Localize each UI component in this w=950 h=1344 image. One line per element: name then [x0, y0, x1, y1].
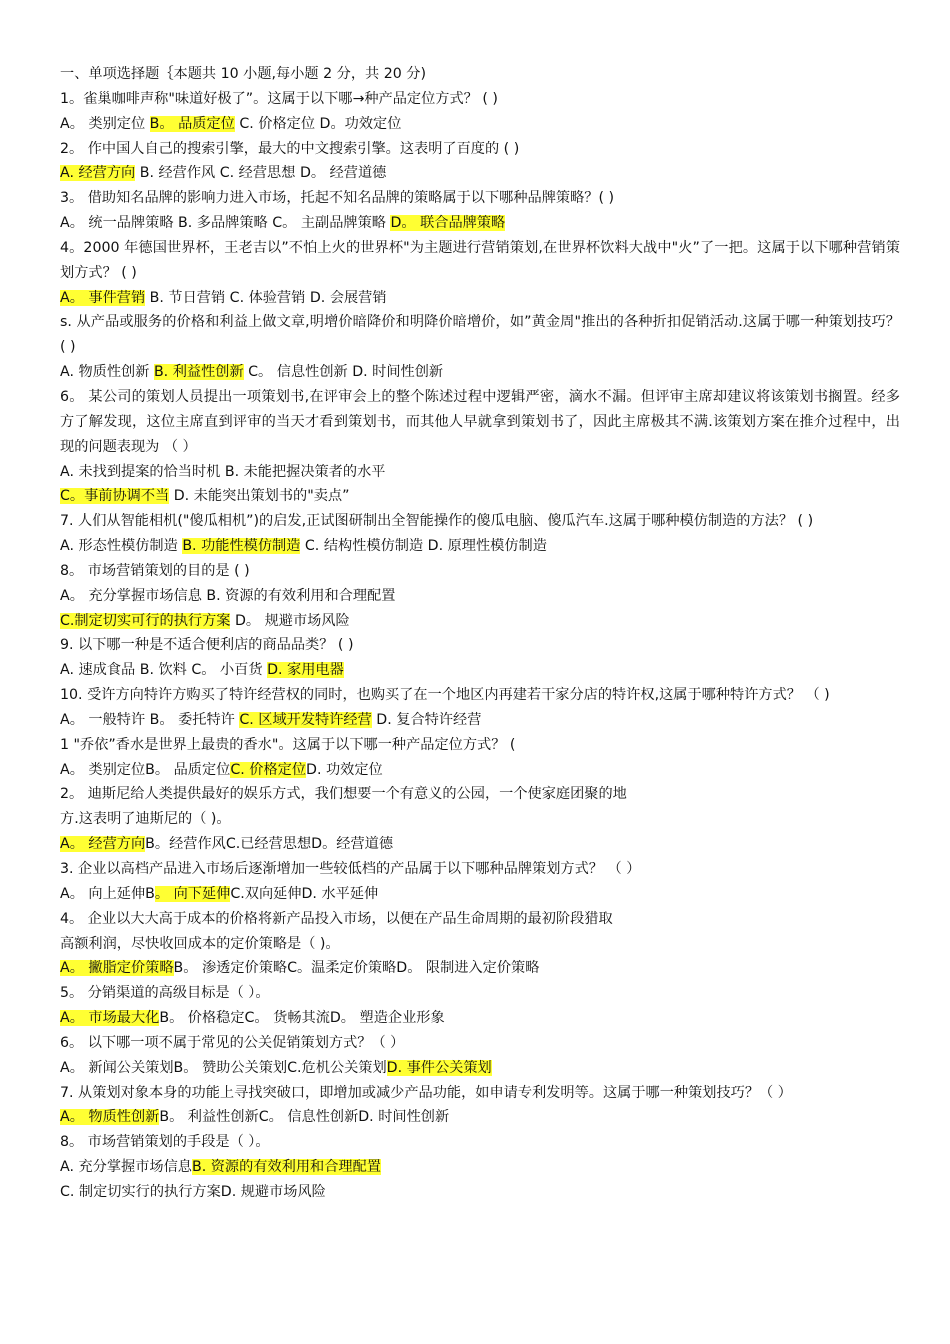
text-line	[60, 782, 900, 807]
highlighted-answer: D. 事件公关策划	[386, 1059, 492, 1076]
text-segment: 2。 作中国人自己的搜索引擎，最大的中文搜索引擎。这表明了百度的 ( )	[60, 140, 520, 157]
text-segment: C. 制定切实行的执行方案D. 规避市场风险	[60, 1183, 326, 1200]
text-segment: B。 利益性创新C。 信息性创新D. 时间性创新	[159, 1109, 450, 1126]
text-segment: A。 向上延伸B	[60, 885, 155, 902]
text-segment: B。经营作风C.已经营思想D。经营道德	[145, 836, 394, 853]
text-segment: A. 未找到提案的恰当时机 B. 未能把握决策者的水平	[60, 463, 386, 480]
text-line	[60, 758, 900, 783]
text-segment: D. 未能突出策划书的"卖点”	[169, 488, 350, 505]
text-line	[60, 509, 900, 534]
text-line	[60, 360, 900, 385]
text-line	[60, 211, 900, 236]
text-segment: 6。 某公司的策划人员提出一项策划书,在评审会上的整个陈述过程中逻辑严密，滴水不漏。但评审主席却建议将该策划书搁置。经多方了解发现，这位主席直到评审的当天才看到策划书，而其他人早就拿到策划书了，因此主席极其不满.该策划方案在推介过程中，出现的问题表现为 （ ）	[60, 388, 900, 455]
text-line	[60, 708, 900, 733]
highlighted-answer: A。 经营方向	[60, 836, 146, 853]
highlighted-answer: B. 资源的有效利用和合理配置	[191, 1159, 381, 1176]
highlighted-answer: A。 物质性创新	[60, 1109, 160, 1126]
text-segment: 3。 借助知名品牌的影响力进入市场，托起不知名品牌的策略属于以下哪种品牌策略？( )	[60, 190, 615, 207]
highlighted-answer: A。 市场最大化	[60, 1010, 160, 1027]
text-segment: 1。雀巢咖啡声称"味道好极了”。这属于以下哪→种产品定位方式？ ( )	[60, 90, 498, 107]
text-line	[60, 584, 900, 609]
text-line	[60, 286, 900, 311]
text-line	[60, 932, 900, 957]
text-line	[60, 236, 900, 286]
text-line	[60, 62, 900, 87]
highlighted-answer: A。 撇脂定价策略	[60, 960, 174, 977]
text-segment: 4。2000 年德国世界杯，王老吉以”不怕上火的世界杯"为主题进行营销策划,在世界杯饮料大战中"火”了一把。这属于以下哪种营销策划方式？ ( )	[60, 239, 900, 281]
text-segment: D。 规避市场风险	[230, 612, 350, 629]
text-segment: A。 充分掌握市场信息 B. 资源的有效利用和合理配置	[60, 587, 396, 604]
text-line	[60, 1105, 900, 1130]
text-segment: 7. 从策划对象本身的功能上寻找突破口，即增加或减少产品功能，如申请专利发明等。这属于哪一种策划技巧？（ ）	[60, 1084, 792, 1101]
text-segment: B。 渗透定价策略C。温柔定价策略D。 限制进入定价策略	[173, 960, 540, 977]
text-line	[60, 112, 900, 137]
text-segment: B。 价格稳定C。 货畅其流D。 塑造企业形象	[159, 1010, 445, 1027]
text-segment: A。 新闻公关策划B。 赞助公关策划C.危机公关策划	[60, 1059, 387, 1076]
highlighted-answer: C. 区域开发特许经营	[239, 711, 372, 728]
text-line	[60, 161, 900, 186]
text-line	[60, 857, 900, 882]
text-line	[60, 907, 900, 932]
text-segment: 4。 企业以大大高于成本的价格将新产品投入市场，以便在产品生命周期的最初阶段猎取	[60, 910, 613, 927]
text-segment: 5。 分销渠道的高级目标是（ ）。	[60, 985, 270, 1002]
highlighted-answer: B。 品质定位	[149, 115, 235, 132]
text-line	[60, 807, 900, 832]
text-segment: C. 结构性模仿制造 D. 原理性模仿制造	[300, 538, 547, 555]
text-segment: 2。 迪斯尼给人类提供最好的娱乐方式，我们想要一个有意义的公园，一个使家庭团聚的地	[60, 786, 627, 803]
text-line	[60, 1031, 900, 1056]
text-segment: s. 从产品或服务的价格和利益上做文章,明增价暗降价和明降价暗增价，如”黄金周"推出的各种折扣促销活动.这属于哪一种策划技巧？ ( )	[60, 314, 900, 356]
text-segment: 8。 市场营销策划的手段是（ ）。	[60, 1134, 270, 1151]
highlighted-answer: A。 事件营销	[60, 289, 146, 306]
text-segment: A. 速成食品 B. 饮料 C。 小百货	[60, 662, 268, 679]
text-line	[60, 1006, 900, 1031]
text-segment: 方.这表明了迪斯尼的（ )。	[60, 811, 231, 828]
highlighted-answer: D。 联合品牌策略	[390, 215, 506, 232]
text-segment: 高额利润，尽快收回成本的定价策略是（ )。	[60, 935, 340, 952]
text-segment: A。 统一品牌策略 B. 多品牌策略 C。 主副品牌策略	[60, 215, 391, 232]
text-segment: A. 物质性创新	[60, 364, 154, 381]
highlighted-answer: B. 利益性创新	[153, 364, 244, 381]
text-segment: B. 节日营销 C. 体验营销 D. 会展营销	[145, 289, 387, 306]
text-line	[60, 460, 900, 485]
text-line	[60, 1130, 900, 1155]
text-segment: 9. 以下哪一种是不适合便利店的商品品类？ ( )	[60, 637, 354, 654]
text-segment: 8。 市场营销策划的目的是 ( )	[60, 562, 250, 579]
text-line	[60, 87, 900, 112]
text-segment: A。 一般特许 B。 委托特许	[60, 711, 240, 728]
text-line	[60, 981, 900, 1006]
text-segment: D. 功效定位	[306, 761, 383, 778]
text-segment: D. 复合特许经营	[371, 711, 482, 728]
highlighted-answer: A. 经营方向	[60, 165, 136, 182]
text-line	[60, 658, 900, 683]
text-line	[60, 484, 900, 509]
text-segment: 10. 受许方向特许方购买了特许经营权的同时，也购买了在一个地区内再建若干家分店的特许权,这属于哪种特许方式？ （ )	[60, 687, 830, 704]
text-line	[60, 1155, 900, 1180]
highlighted-answer: 。 向下延伸	[154, 885, 231, 902]
text-line	[60, 385, 900, 460]
text-line	[60, 882, 900, 907]
highlighted-answer: C. 价格定位	[230, 761, 307, 778]
text-line	[60, 633, 900, 658]
text-segment: 3. 企业以高档产品进入市场后逐渐增加一些较低档的产品属于以下哪种品牌策划方式？ （ ）	[60, 861, 641, 877]
text-line	[60, 733, 900, 758]
highlighted-answer: C。事前协调不当	[60, 488, 170, 505]
text-line	[60, 609, 900, 634]
highlighted-answer: C.制定切实可行的执行方案	[60, 612, 231, 629]
text-line	[60, 1056, 900, 1081]
text-segment: A. 形态性模仿制造	[60, 538, 183, 555]
text-segment: 一、单项选择题｛本题共 10 小题,每小题 2 分，共 20 分)	[60, 66, 426, 82]
text-segment: A. 充分掌握市场信息	[60, 1159, 192, 1176]
text-segment: 6。 以下哪一项不属于常见的公关促销策划方式？（ ）	[60, 1034, 405, 1051]
text-line	[60, 137, 900, 162]
text-segment: C.双向延伸D. 水平延伸	[230, 885, 379, 902]
text-line	[60, 186, 900, 211]
text-line	[60, 534, 900, 559]
text-segment: C. 价格定位 D。功效定位	[234, 115, 402, 132]
text-segment: B. 经营作风 C. 经营思想 D。 经营道德	[135, 165, 387, 182]
text-line	[60, 956, 900, 981]
text-segment: C。 信息性创新 D. 时间性创新	[243, 364, 444, 381]
text-line	[60, 832, 900, 857]
text-segment: 1 "乔依”香水是世界上最贵的香水"。这属于以下哪一种产品定位方式？ (	[60, 736, 516, 753]
text-line	[60, 1081, 900, 1106]
text-line	[60, 559, 900, 584]
highlighted-answer: D. 家用电器	[267, 662, 344, 679]
text-segment: A。 类别定位	[60, 115, 150, 132]
text-line	[60, 683, 900, 708]
highlighted-answer: B. 功能性模仿制造	[182, 538, 301, 555]
text-line	[60, 310, 900, 360]
text-segment: 7. 人们从智能相机("傻瓜相机”)的启发,正试图研制出全智能操作的傻瓜电脑、傻瓜汽车.这属于哪种模仿制造的方法？ ( )	[60, 513, 814, 530]
text-segment: A。 类别定位B。 品质定位	[60, 761, 231, 778]
text-line	[60, 1180, 900, 1205]
